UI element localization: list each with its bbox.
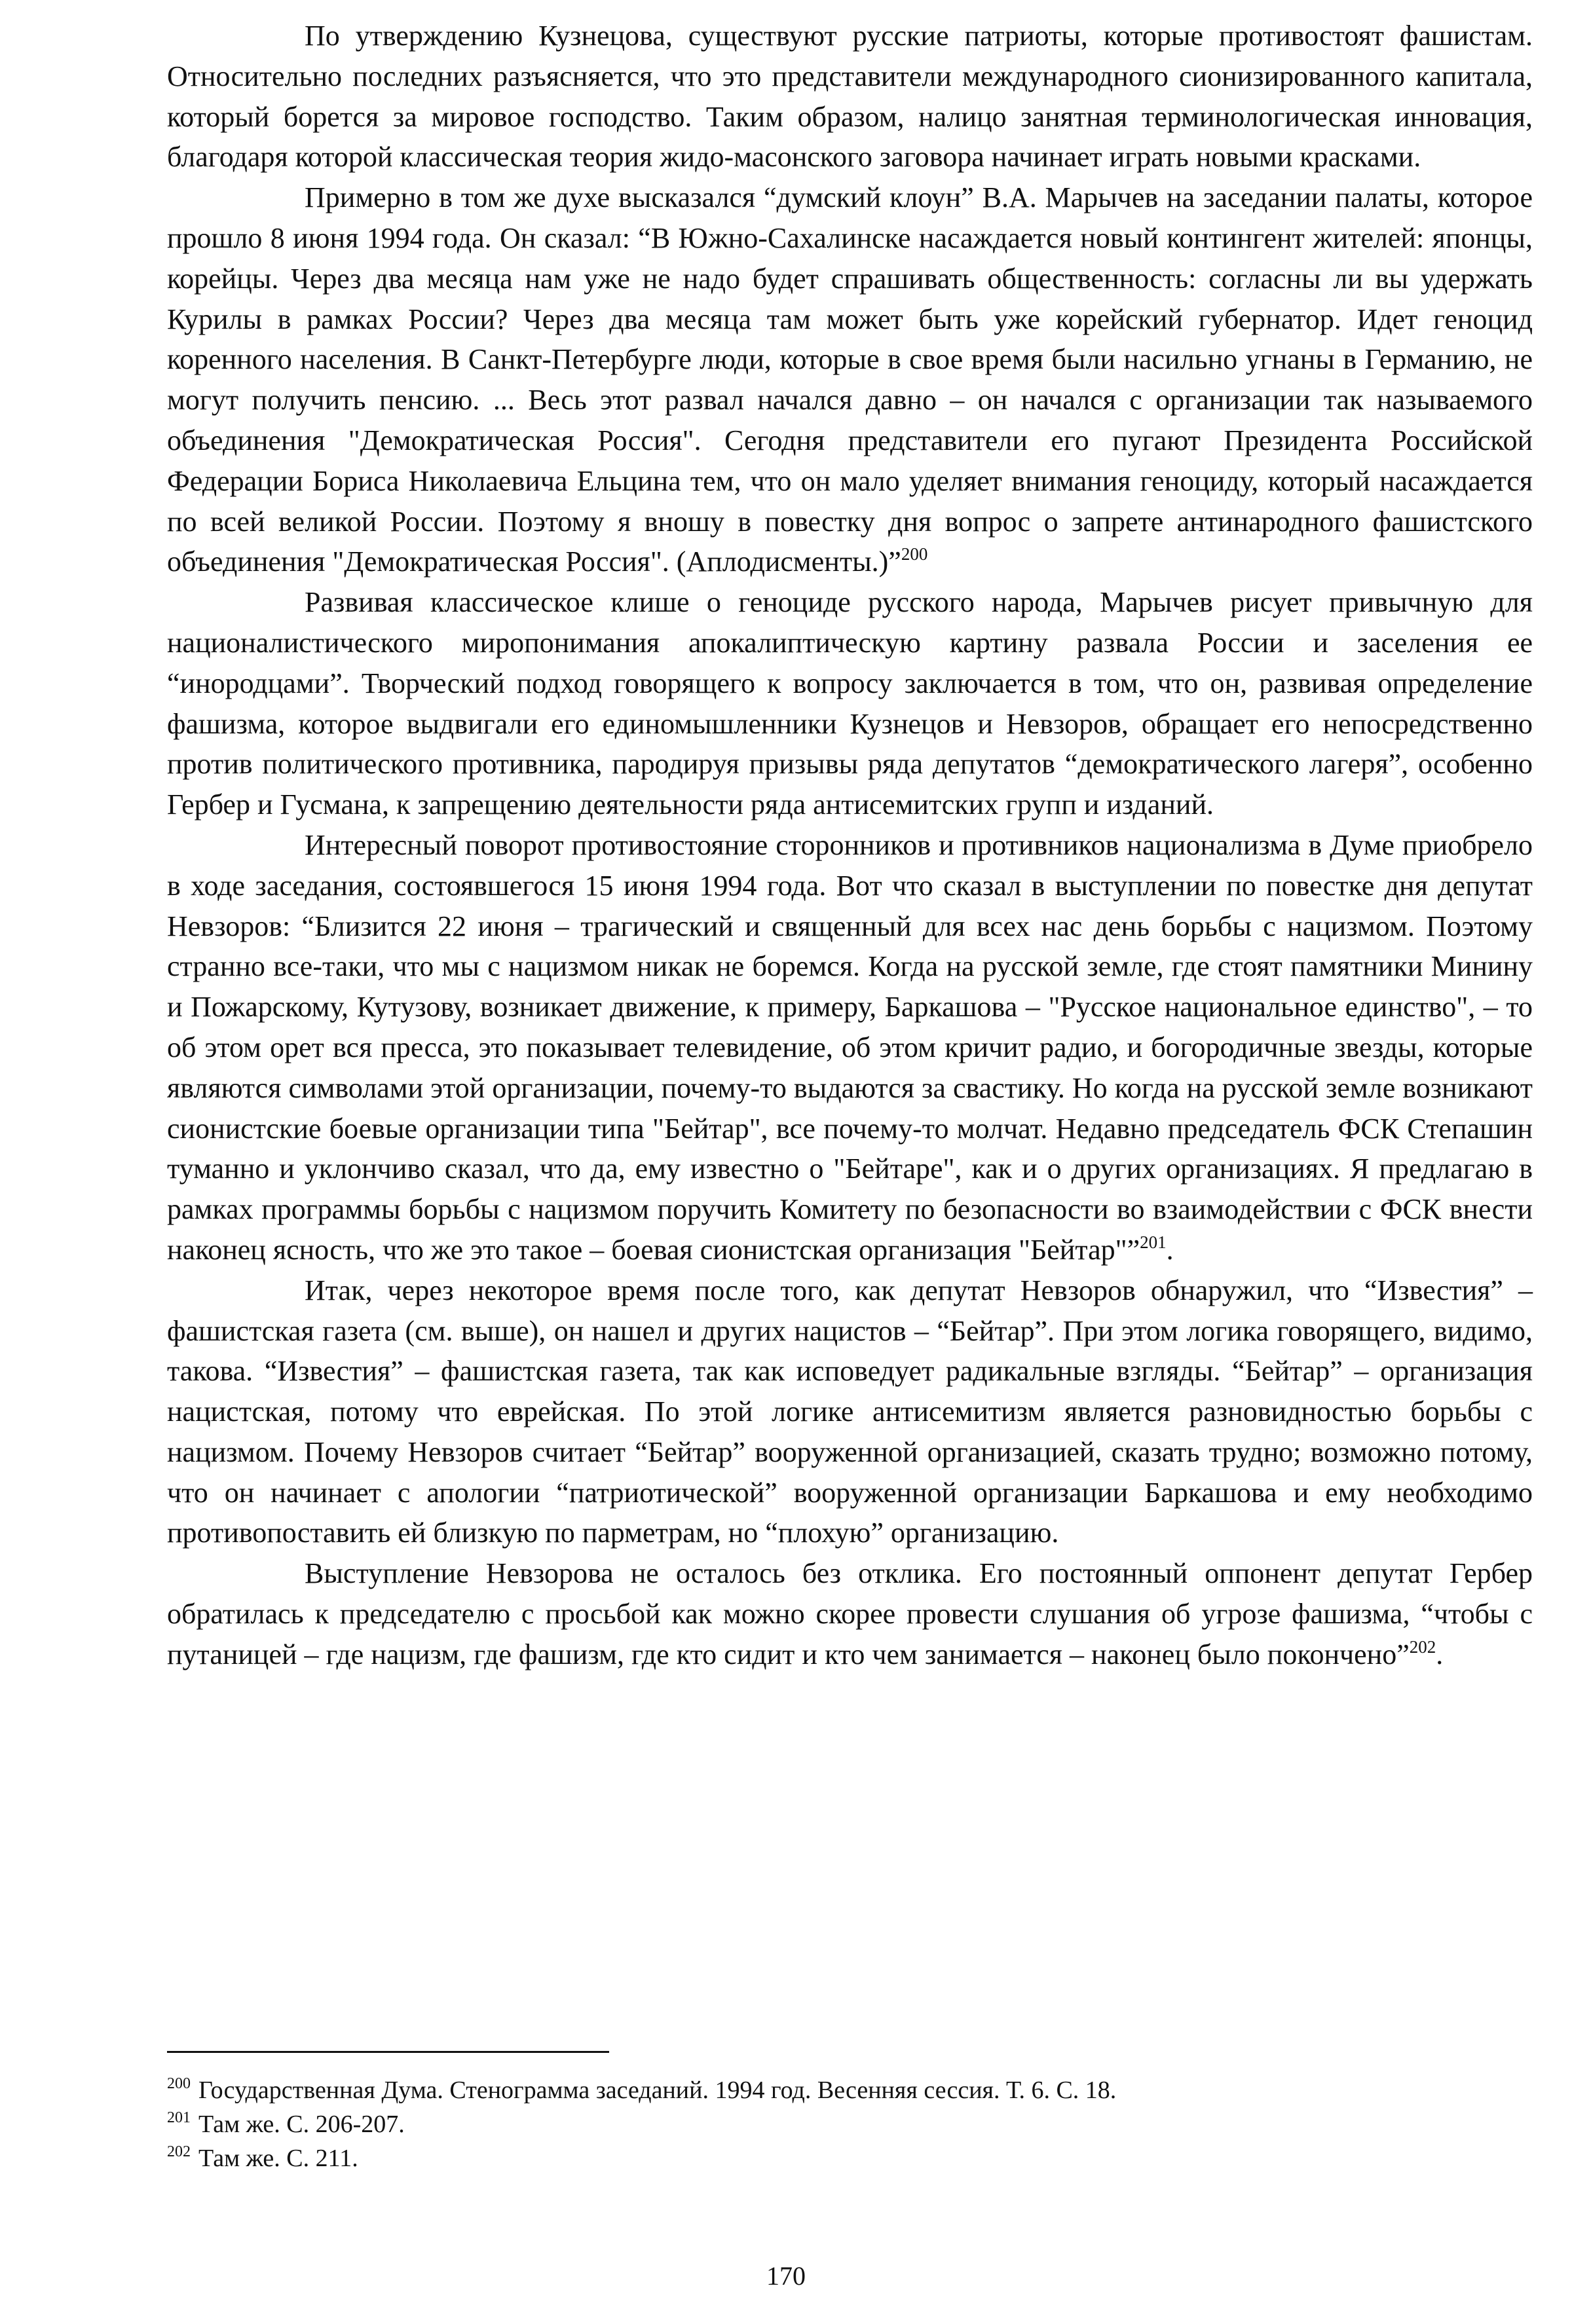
footnote [167, 2073, 1533, 2107]
footnote-text: Там же. С. 206-207. [198, 2111, 405, 2138]
paragraph-tail: . [1436, 1638, 1444, 1670]
footnote-number: 201 [167, 2109, 191, 2126]
paragraph-tail: . [1166, 1233, 1174, 1266]
footnotes [167, 2073, 1533, 2175]
body-text [167, 16, 1533, 1675]
page-number: 170 [766, 2261, 806, 2291]
paragraph [167, 582, 1533, 825]
footnote-ref: 202 [1409, 1636, 1436, 1657]
paragraph [167, 825, 1533, 1270]
paragraph [167, 177, 1533, 582]
paragraph-text: Интересный поворот противостояние сторонников и противников национализма в Думе приобрело в ходе заседания, состоявшегося 15 июня 1994 года. Вот что сказал в выступлении по повестке дня депутат Невзоров: “Близится 22 июня – трагический и священный для всех нас день борьбы с нацизмом. Поэтому странно все-таки, что мы с нацизмом никак не боремся. Когда на русской земле, где стоят памятники Минину и Пожарскому, Кутузову, возникает движение, к примеру, Баркашова – "Русское национальное единство", – то об этом орет вся пресса, это показывает телевидение, об этом кричит радио, и богородичные звезды, которые являются символами этой организации, почему-то выдаются за свастику. Но когда на русской земле возникают сионистские боевые организации типа "Бейтар", все почему-то молчат. Недавно председатель ФСК Степашин туманно и уклончиво сказал, что да, ему известно о "Бейтаре", как и о других организациях. Я предлагаю в рамках программы борьбы с нацизмом поручить Комитету по безопасности во взаимодействии с ФСК внести наконец ясность, что же это такое – боевая сионистская организация "Бейтар"” [167, 828, 1533, 1266]
footnote-number: 200 [167, 2075, 191, 2092]
footnote-text: Государственная Дума. Стенограмма заседаний. 1994 год. Весенняя сессия. Т. 6. С. 18. [198, 2076, 1117, 2104]
paragraph-text: Развивая классическое клише о геноциде русского народа, Марычев рисует привычную для националистического миропонимания апокалиптическую картину развала России и заселения ее “инородцами”. Творческий подход говорящего к вопросу заключается в том, что он, развивая определение фашизма, которое выдвигали его единомышленники Кузнецов и Невзоров, обращает его непосредственно против политического противника, пародируя призывы ряда депутатов “демократического лагеря”, особенно Гербер и Гусмана, к запрещению деятельности ряда антисемитских групп и изданий. [167, 586, 1533, 821]
footnote [167, 2107, 1533, 2141]
paragraph-text: Выступление Невзорова не осталось без отклика. Его постоянный оппонент депутат Гербер обратилась к председателю с просьбой как можно скорее провести слушания об угрозе фашизма, “чтобы с путаницей – где нацизм, где фашизм, где кто сидит и кто чем занимается – наконец было покончено” [167, 1557, 1533, 1670]
footnote-divider [167, 2051, 609, 2053]
footnote-ref: 201 [1140, 1232, 1167, 1252]
footnote-text: Там же. С. 211. [198, 2145, 358, 2172]
paragraph-text: По утверждению Кузнецова, существуют русские патриоты, которые противостоят фашистам. Относительно последних разъясняется, что это представители международного сионизированного капитала, который борется за мировое господство. Таким образом, налицо занятная терминологическая инновация, благодаря которой классическая теория жидо-масонского заговора начинает играть новыми красками. [167, 20, 1533, 174]
paragraph [167, 16, 1533, 177]
paragraph-text: Итак, через некоторое время после того, как депутат Невзоров обнаружил, что “Известия” – фашистская газета (см. выше), он нашел и других нацистов – “Бейтар”. При этом логика говорящего, видимо, такова. “Известия” – фашистская газета, так как исповедует радикальные взгляды. “Бейтар” – организация нацистская, потому что еврейская. По этой логике антисемитизм является разновидностью борьбы с нацизмом. Почему Невзоров считает “Бейтар” вооруженной организацией, сказать трудно; возможно потому, что он начинает с апологии “патриотической” вооруженной организации Баркашова и ему необходимо противопоставить ей близкую по парметрам, но “плохую” организацию. [167, 1274, 1533, 1549]
footnote-number: 202 [167, 2143, 191, 2160]
footnote [167, 2141, 1533, 2175]
paragraph [167, 1553, 1533, 1674]
footnote-ref: 200 [901, 544, 928, 564]
paragraph-text: Примерно в том же духе высказался “думский клоун” В.А. Марычев на заседании палаты, которое прошло 8 июня 1994 года. Он сказал: “В Южно-Сахалинске насаждается новый контингент жителей: японцы, корейцы. Через два месяца нам уже не надо будет спрашивать общественность: согласны ли вы удержать Курилы в рамках России? Через два месяца там может быть уже корейский губернатор. Идет геноцид коренного населения. В Санкт-Петербурге люди, которые в свое время были насильно угнаны в Германию, не могут получить пенсию. ... Весь этот развал начался давно – он начался с организации так называемого объединения "Демократическая Россия". Сегодня представители его пугают Президента Российской Федерации Бориса Николаевича Ельцина тем, что он мало уделяет внимания геноциду, который насаждается по всей великой России. Поэтому я вношу в повестку дня вопрос о запрете антинародного фашистского объединения "Демократическая Россия". (Аплодисменты.)” [167, 181, 1533, 578]
paragraph [167, 1270, 1533, 1554]
